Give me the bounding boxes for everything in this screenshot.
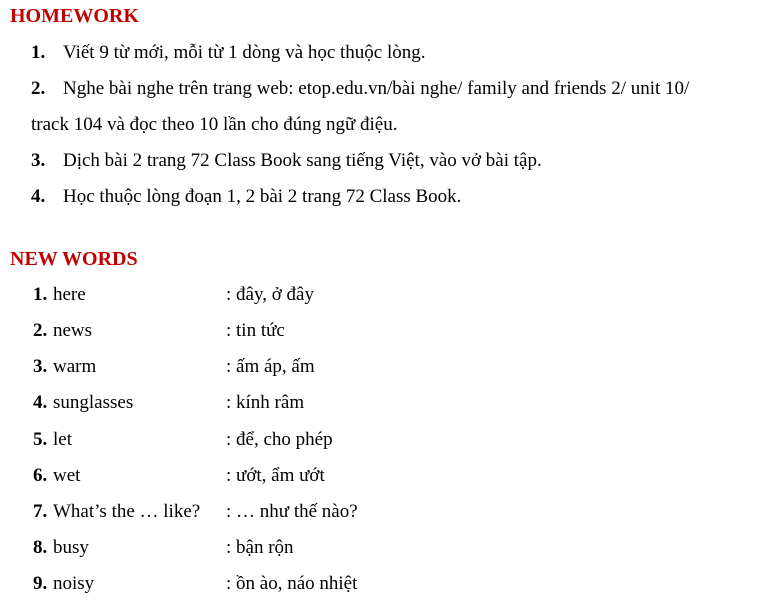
word-english: let bbox=[53, 429, 72, 450]
word-number: 6. bbox=[33, 465, 48, 486]
word-english: noisy bbox=[53, 573, 95, 594]
word-english: sunglasses bbox=[53, 392, 134, 413]
word-vietnamese: : kính râm bbox=[226, 392, 305, 413]
new-words-heading: NEW WORDS bbox=[10, 248, 138, 270]
word-row bbox=[0, 319, 772, 343]
word-number: 4. bbox=[33, 392, 48, 413]
word-row bbox=[0, 536, 772, 560]
word-english: warm bbox=[53, 356, 97, 377]
word-number: 2. bbox=[33, 320, 48, 341]
word-vietnamese: : đây, ở đây bbox=[226, 284, 314, 305]
homework-item-number: 4. bbox=[31, 186, 46, 207]
word-english: here bbox=[53, 284, 86, 305]
word-vietnamese: : … như thế nào? bbox=[226, 501, 358, 522]
homework-item-number: 3. bbox=[31, 150, 46, 171]
word-row bbox=[0, 428, 772, 452]
word-english: wet bbox=[53, 465, 81, 486]
word-row bbox=[0, 391, 772, 415]
homework-item-number: 1. bbox=[31, 42, 46, 63]
homework-item-text: Viết 9 từ mới, mỗi từ 1 dòng và học thuộc lòng. bbox=[63, 42, 426, 63]
word-vietnamese: : ấm áp, ấm bbox=[226, 356, 315, 377]
homework-item-text: Dịch bài 2 trang 72 Class Book sang tiếng Việt, vào vở bài tập. bbox=[63, 150, 542, 171]
homework-item-text-continued: track 104 và đọc theo 10 lần cho đúng ngữ điệu. bbox=[31, 114, 398, 135]
word-number: 3. bbox=[33, 356, 48, 377]
word-row bbox=[0, 283, 772, 307]
homework-item-text: Nghe bài nghe trên trang web: etop.edu.vn/bài nghe/ family and friends 2/ unit 10/ bbox=[63, 78, 690, 99]
word-number: 7. bbox=[33, 501, 48, 522]
homework-heading: HOMEWORK bbox=[10, 5, 139, 27]
word-vietnamese: : để, cho phép bbox=[226, 429, 333, 450]
word-vietnamese: : ồn ào, náo nhiệt bbox=[226, 573, 358, 594]
word-english: What’s the … like? bbox=[53, 501, 201, 522]
word-row bbox=[0, 500, 772, 524]
homework-item-number: 2. bbox=[31, 78, 46, 99]
word-number: 1. bbox=[33, 284, 48, 305]
word-vietnamese: : bận rộn bbox=[226, 537, 294, 558]
word-english: busy bbox=[53, 537, 89, 558]
word-number: 9. bbox=[33, 573, 48, 594]
word-vietnamese: : tin tức bbox=[226, 320, 285, 341]
homework-item-text: Học thuộc lòng đoạn 1, 2 bài 2 trang 72 Class Book. bbox=[63, 186, 462, 207]
word-row bbox=[0, 572, 772, 596]
word-row bbox=[0, 355, 772, 379]
word-vietnamese: : ướt, ẩm ướt bbox=[226, 465, 325, 486]
word-english: news bbox=[53, 320, 93, 341]
word-number: 5. bbox=[33, 429, 48, 450]
word-row bbox=[0, 464, 772, 488]
word-number: 8. bbox=[33, 537, 48, 558]
